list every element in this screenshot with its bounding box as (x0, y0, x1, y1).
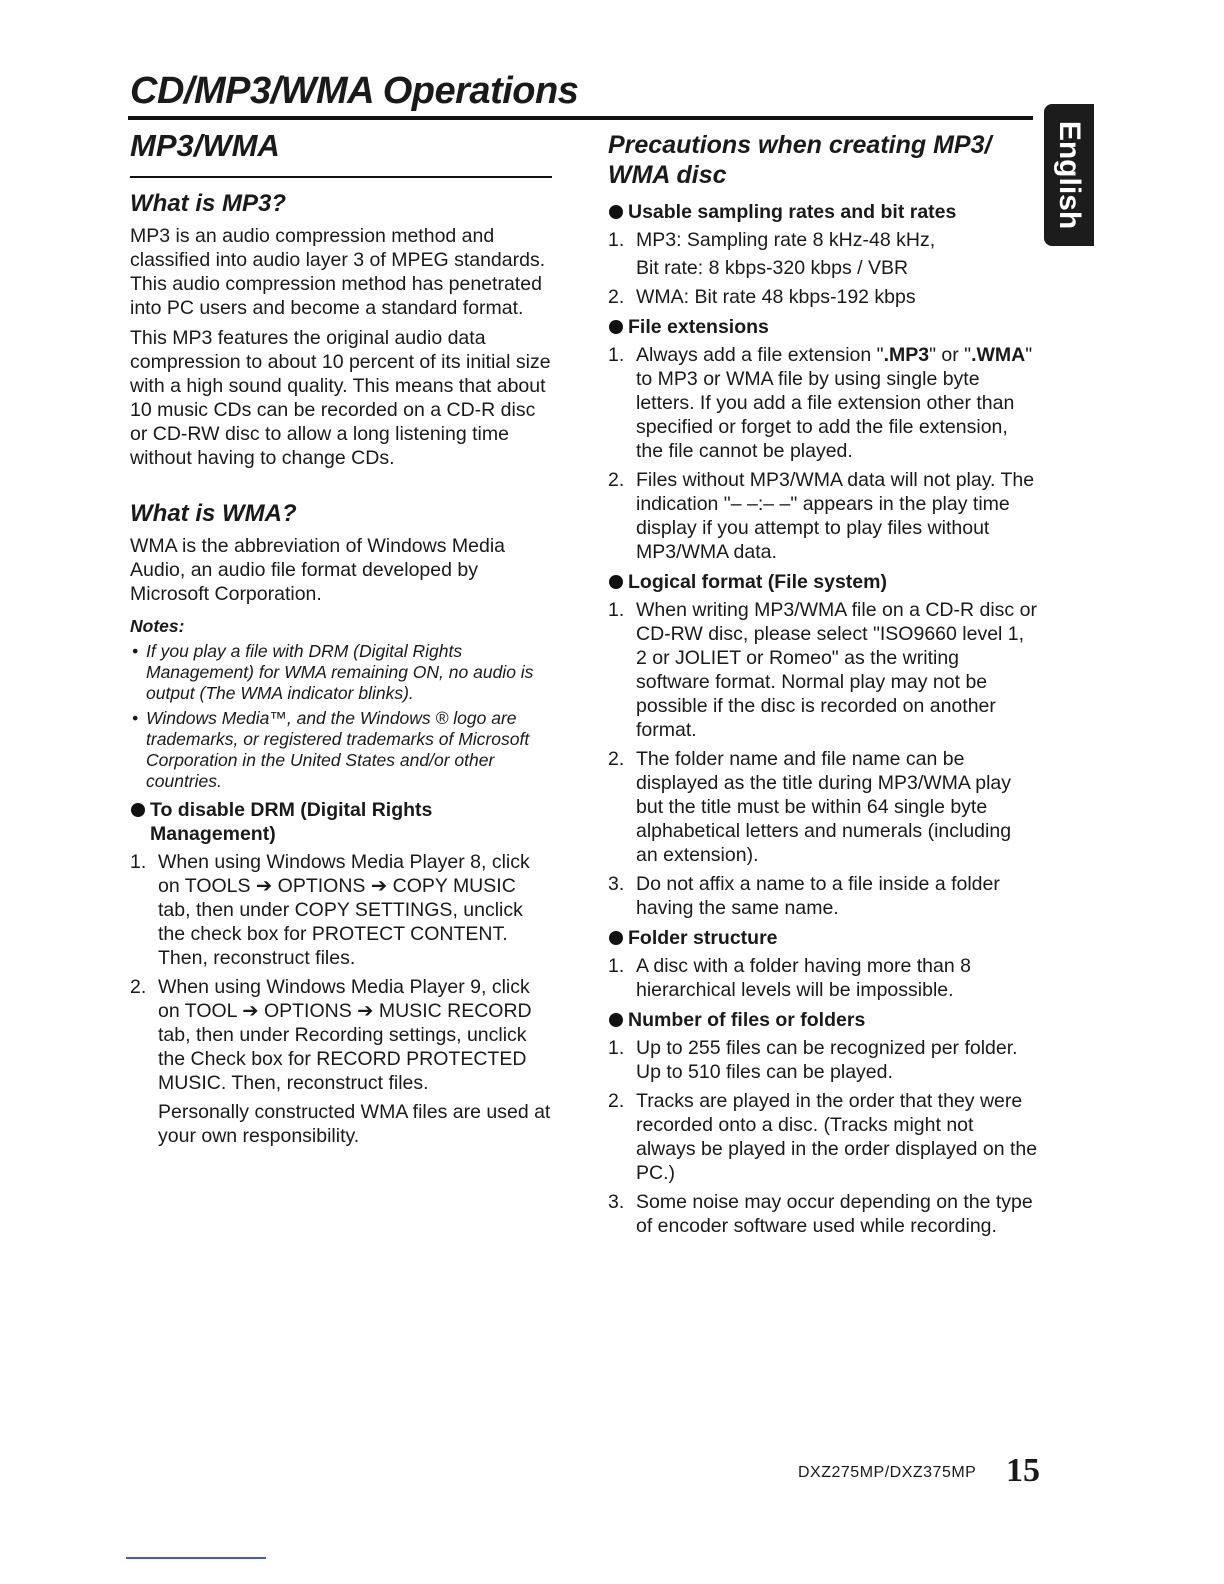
rate-item (608, 285, 1038, 309)
heading-folder-structure: Folder structure (608, 926, 1038, 950)
item-text: When writing MP3/WMA file on a CD-R disc or CD-RW disc, please select "ISO9660 level 1, 2 or JOLIET or Romeo" as the writing software format. Normal play may not be possible if the disc is recorded on another format. (636, 599, 1037, 741)
item-text: Do not affix a name to a file inside a folder having the same name. (636, 873, 1000, 919)
item-number: 3. (608, 1191, 625, 1213)
heading-what-is-wma: What is WMA? (130, 500, 297, 527)
logical-format-list (608, 598, 1038, 920)
item-text: Some noise may occur depending on the type of encoder software used while recording. (636, 1191, 1033, 1237)
item-text: MP3: Sampling rate 8 kHz-48 kHz, (636, 229, 936, 251)
item-text-line-2: Bit rate: 8 kbps-320 kbps / VBR (636, 257, 909, 279)
drm-steps-list (130, 850, 552, 1095)
heading-number-of-files: Number of files or folders (608, 1008, 1038, 1032)
note-item: • If you play a file with DRM (Digital Rights Management) for WMA remaining ON, no audio is output (The WMA indicator blinks). (130, 641, 552, 704)
mp3-paragraph-1: MP3 is an audio compression method and classified into audio layer 3 of MPEG standards. This audio compression method has penetrated into PC users and become a standard format. (130, 225, 546, 319)
logical-item (608, 872, 1038, 920)
ext-mp3: .MP3 (883, 344, 930, 366)
mp3-paragraph-2: This MP3 features the original audio data compression to about 10 percent of its initial size with a high sound quality. This means that about 10 music CDs can be recorded on a CD-R disc or CD-RW disc to allow a long listening time without having to change CDs. (130, 327, 551, 469)
section-title-mp3-wma: MP3/WMA (130, 128, 552, 178)
item-text (636, 344, 1032, 462)
bottom-divider (126, 1557, 266, 1559)
section-title-precautions: Precautions when creating MP3/ WMA disc (608, 131, 992, 189)
note-item: • Windows Media™, and the Windows ® logo are trademarks, or registered trademarks of Microsoft Corporation in the United States and/or other countries. (130, 708, 552, 792)
extension-item (608, 343, 1038, 463)
heading-disable-drm: To disable DRM (Digital Rights Management) (130, 798, 552, 846)
item-number: 2. (608, 286, 625, 308)
footer-model-number: DXZ275MP/DXZ375MP (798, 1464, 977, 1481)
step-number: 1. (130, 851, 147, 873)
right-column (608, 128, 1038, 1243)
item-text: Files without MP3/WMA data will not play. The indication "– –:– –" appears in the play time display if you attempt to play files without MP3/WMA data. (636, 469, 1035, 563)
notes-label: Notes: (130, 616, 185, 636)
count-item (608, 1089, 1038, 1185)
heading-logical-format: Logical format (File system) (608, 570, 1038, 594)
page-number: 15 (1006, 1452, 1040, 1489)
item-text: Tracks are played in the order that they were recorded onto a disc. (Tracks might not always be played in the order displayed on the PC.) (636, 1090, 1038, 1184)
item-number: 2. (608, 748, 625, 770)
rate-item (608, 228, 1038, 280)
ext-wma: .WMA (971, 344, 1026, 366)
page-title: CD/MP3/WMA Operations (130, 70, 579, 112)
wma-paragraph: WMA is the abbreviation of Windows Media Audio, an audio file format developed by Microsoft Corporation. (130, 535, 505, 605)
file-count-list (608, 1036, 1038, 1238)
item-text: The folder name and file name can be displayed as the title during MP3/WMA play but the title must be within 64 single byte alphabetical letters and numerals (including an extension). (636, 748, 1012, 866)
ext-text-part: " or " (929, 344, 972, 366)
extension-item (608, 468, 1038, 564)
item-number: 3. (608, 873, 625, 895)
step-number: 2. (130, 976, 147, 998)
drm-responsibility-note: Personally constructed WMA files are used at your own responsibility. (158, 1101, 551, 1147)
heading-what-is-mp3: What is MP3? (130, 190, 287, 217)
item-text: WMA: Bit rate 48 kbps-192 kbps (636, 286, 916, 308)
title-rule (128, 116, 1033, 120)
item-text: A disc with a folder having more than 8 hierarchical levels will be impossible. (636, 955, 971, 1001)
item-number: 1. (608, 1037, 625, 1059)
item-number: 2. (608, 469, 625, 491)
extensions-list (608, 343, 1038, 564)
count-item (608, 1190, 1038, 1238)
item-number: 2. (608, 1090, 625, 1112)
folder-item (608, 954, 1038, 1002)
ext-text-part: Always add a file extension " (636, 344, 884, 366)
folder-structure-list (608, 954, 1038, 1002)
notes-list (130, 641, 552, 792)
count-item (608, 1036, 1038, 1084)
item-text: Up to 255 files can be recognized per folder. Up to 510 files can be played. (636, 1037, 1018, 1083)
heading-sampling-rates: Usable sampling rates and bit rates (608, 200, 1038, 224)
drm-step (130, 850, 552, 970)
item-number: 1. (608, 344, 625, 366)
drm-step (130, 975, 552, 1095)
language-tab (1044, 104, 1094, 246)
rates-list (608, 228, 1038, 309)
item-number: 1. (608, 955, 625, 977)
language-tab-label: English (1053, 120, 1086, 230)
heading-file-extensions: File extensions (608, 315, 1038, 339)
step-text: When using Windows Media Player 8, click on TOOLS ➔ OPTIONS ➔ COPY MUSIC tab, then under COPY SETTINGS, unclick the check box for PROTECT CONTENT. Then, reconstruct files. (158, 851, 530, 969)
logical-item (608, 747, 1038, 867)
step-text: When using Windows Media Player 9, click on TOOL ➔ OPTIONS ➔ MUSIC RECORD tab, then under Recording settings, unclick the Check box for RECORD PROTECTED MUSIC. Then, reconstruct files. (158, 976, 532, 1094)
item-number: 1. (608, 229, 625, 251)
ext-text-part: " to MP3 or WMA file by using single byte letters. If you add a file extension other than specified or forget to add the file extension, the file cannot be played. (636, 344, 1033, 462)
logical-item (608, 598, 1038, 742)
left-column (130, 128, 552, 1148)
item-number: 1. (608, 599, 625, 621)
